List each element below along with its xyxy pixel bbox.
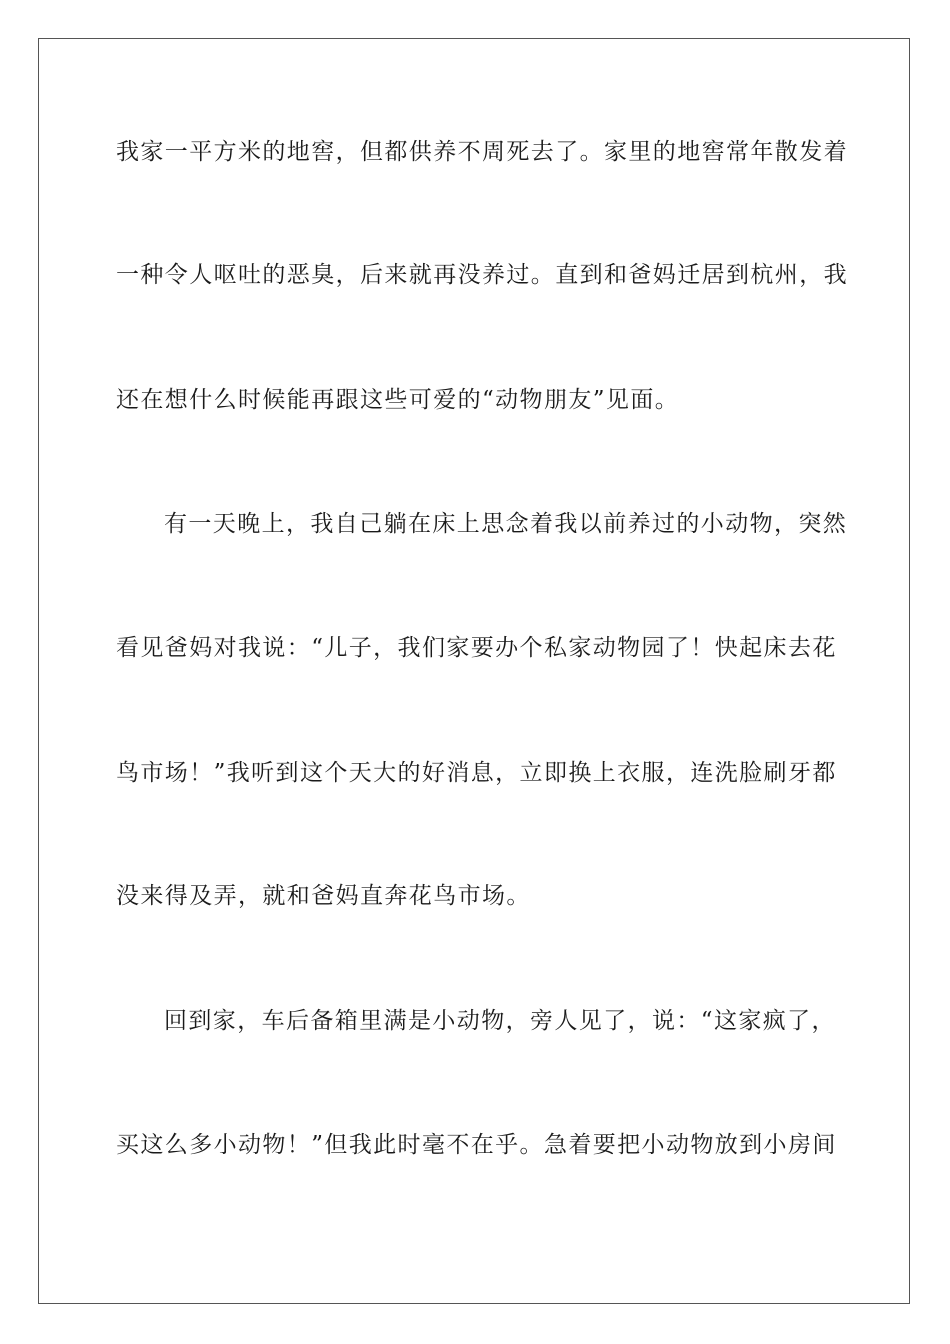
paragraph-start-line: 回到家，车后备箱里满是小动物，旁人见了，说：“这家疯了，	[164, 1008, 836, 1034]
text-line: 看见爸妈对我说：“儿子，我们家要办个私家动物园了！快起床去花	[116, 635, 837, 661]
text-line: 没来得及弄，就和爸妈直奔花鸟市场。	[116, 883, 531, 909]
text-line: 我家一平方米的地窖，但都供养不周死去了。家里的地窖常年散发着	[116, 139, 848, 165]
text-line: 买这么多小动物！”但我此时毫不在乎。急着要把小动物放到小房间	[116, 1132, 837, 1158]
paragraph-start-line: 有一天晚上，我自己躺在床上思念着我以前养过的小动物，突然	[164, 511, 848, 537]
text-line: 鸟市场！”我听到这个天大的好消息，立即换上衣服，连洗脸刷牙都	[116, 760, 837, 786]
text-line: 一种令人呕吐的恶臭，后来就再没养过。直到和爸妈迁居到杭州，我	[116, 262, 848, 288]
text-line: 还在想什么时候能再跟这些可爱的“动物朋友”见面。	[116, 387, 680, 413]
page-border	[38, 38, 910, 1304]
